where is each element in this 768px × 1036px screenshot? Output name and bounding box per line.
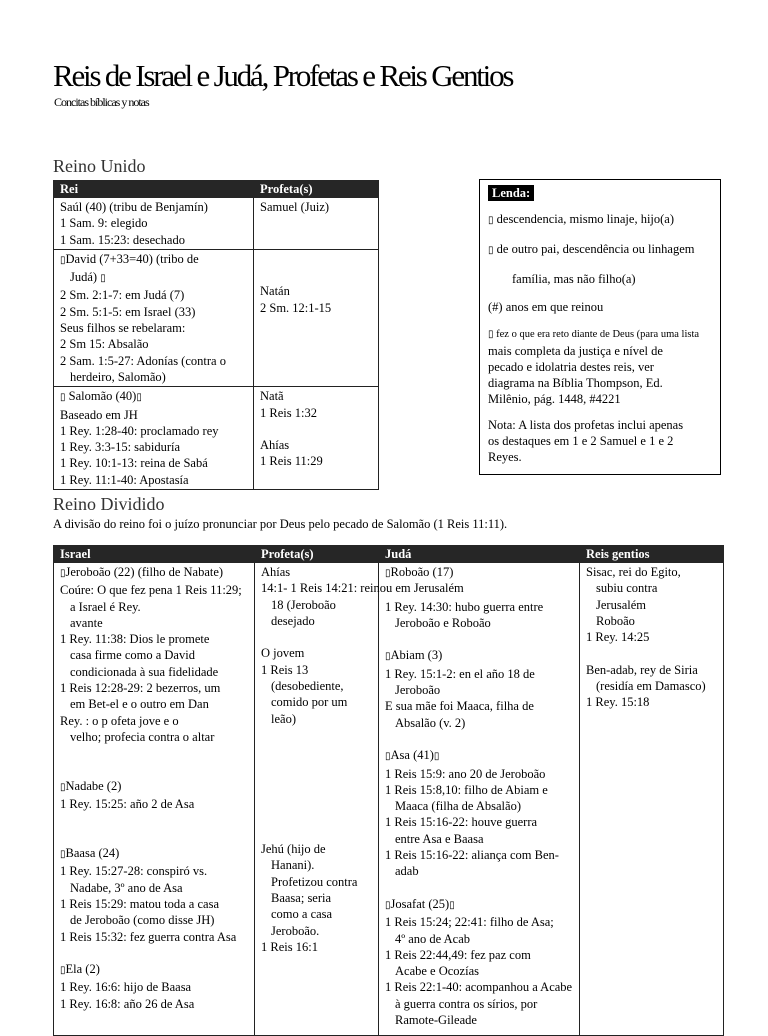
legend-note: os destaques em 1 e 2 Samuel e 1 e 2 — [488, 434, 674, 448]
cell-text: Jeroboão e Roboão — [395, 615, 491, 630]
cell-line — [60, 564, 248, 582]
cell-line: 1 Reis 11:29 — [260, 454, 323, 469]
cell-text: Ramote-Gileade — [395, 1013, 477, 1028]
cell-text: Ela (2) — [65, 962, 100, 977]
cell-text: 4º ano de Acab — [395, 931, 471, 946]
box-glyph-icon: ▯ — [449, 899, 455, 911]
gentios-cell — [580, 563, 724, 1036]
box-glyph-icon: ▯ — [60, 254, 66, 266]
cell-text: desejado — [271, 613, 315, 628]
cell-text: 1 Rey. 16:8: año 26 de Asa — [60, 996, 195, 1011]
rei-cell — [54, 249, 254, 386]
cell-line — [385, 698, 573, 714]
cell-text: Roboão (17) — [390, 565, 454, 579]
cell-line — [60, 664, 248, 680]
cell-line — [385, 615, 573, 631]
cell-text: 1 Reis 15:8,10: filho de Abiam e — [385, 782, 548, 797]
cell-text: em Bet-el e o outro em Dan — [70, 697, 209, 712]
israel-cell — [54, 563, 255, 1036]
cell-line — [586, 662, 717, 678]
cell-text: adab — [395, 864, 419, 879]
cell-line: 1 Sam. 15:23: desechado — [60, 232, 185, 247]
cell-line — [586, 597, 717, 613]
cell-text: E sua mãe foi Maaca, filha de — [385, 699, 534, 714]
cell-line — [60, 912, 248, 928]
cell-line — [385, 782, 573, 798]
cell-line: 1 Rey. 1:28-40: proclamado rey — [60, 423, 219, 438]
cell-text: Coúre: O que fez pena 1 Reis 11:29; — [60, 583, 242, 598]
cell-text: Salomão (40) — [68, 389, 137, 404]
cell-text: Asa (41) — [390, 748, 434, 763]
cell-line — [60, 269, 247, 287]
cell-line — [385, 747, 573, 765]
cell-line — [60, 631, 248, 647]
cell-line: 2 Sm 15: Absalão — [60, 337, 149, 352]
cell-line — [261, 580, 464, 596]
cell-line — [261, 906, 372, 922]
cell-text: Josafat (25) — [390, 896, 450, 911]
cell-text: Hanani). — [271, 858, 315, 873]
legend-item: Milênio, pág. 1448, #4221 — [488, 392, 621, 406]
box-glyph-icon: ▯ — [100, 273, 106, 285]
cell-text: 1 Reis 15:16-22: houve guerra — [385, 815, 538, 830]
cell-text: 1 Rey. 16:6: hijo de Baasa — [60, 980, 192, 995]
cell-line — [60, 388, 247, 406]
cell-text: Abiam (3) — [390, 648, 443, 663]
cell-text: Rey. : o p ofeta jove e o — [60, 713, 179, 728]
cell-line — [60, 796, 248, 812]
box-glyph-icon: ▯ — [385, 899, 391, 911]
cell-line — [60, 745, 248, 761]
box-glyph-icon: ▯ — [60, 849, 66, 861]
cell-line — [261, 564, 372, 580]
cell-line — [261, 711, 372, 727]
cell-text: de Jeroboão (como disse JH) — [70, 913, 215, 928]
cell-text: 1 Reis 13 — [261, 662, 309, 677]
cell-text: condicionada à sua fidelidade — [70, 664, 219, 679]
cell-text: Jehú (hijo de — [261, 842, 326, 857]
cell-line — [385, 731, 573, 747]
cell-line: 2 Sm. 12:1-15 — [260, 300, 332, 315]
cell-line — [261, 662, 372, 678]
column-header-reis-gentios: Reis gentios — [580, 546, 724, 563]
cell-text: Sisac, rei do Egito, — [586, 565, 681, 579]
cell-line — [60, 896, 248, 912]
cell-line — [261, 923, 372, 939]
cell-text: 1 Reis 15:32: fez guerra contra Asa — [60, 929, 237, 944]
cell-line: 2 Sam. 1:5-27: Adonías (contra o — [60, 353, 226, 368]
section-intro: A divisão do reino foi o juízo pronunciar por Deus pelo pecado de Salomão (1 Reis 11:11). — [53, 517, 508, 531]
legend-item — [488, 211, 712, 229]
cell-text: 1 Reis 15:24; 22:41: filho de Asa; — [385, 915, 554, 930]
cell-line — [586, 645, 717, 661]
rei-cell — [54, 198, 254, 250]
cell-text: Ahías — [261, 565, 291, 579]
cell-line — [260, 421, 372, 437]
cell-text: a Israel é Rey. — [70, 599, 141, 614]
cell-text: 1 Reis 22:1-40: acompanhou a Acabe — [385, 980, 573, 995]
legend-text: de outro pai, descendência ou linhagem — [496, 242, 695, 256]
cell-text: 18 (Jeroboão — [271, 597, 336, 612]
legend-item: (#) anos em que reinou — [488, 300, 604, 314]
profeta-cell — [254, 198, 379, 250]
cell-text: O jovem — [261, 646, 305, 661]
cell-line: Samuel (Juiz) — [260, 200, 330, 214]
table-row — [54, 387, 379, 490]
legend-text: descendencia, mismo linaje, hijo(a) — [496, 212, 675, 226]
table-row — [54, 249, 379, 386]
cell-text: casa firme como a David — [70, 648, 195, 663]
cell-text: 1 Rey. 11:38: Dios le promete — [60, 632, 210, 647]
cell-text: leão) — [271, 711, 296, 726]
cell-line — [261, 743, 372, 759]
cell-line — [385, 631, 573, 647]
legend-item — [488, 327, 712, 343]
cell-line — [261, 792, 372, 808]
cell-line — [60, 680, 248, 696]
cell-line — [261, 678, 372, 694]
page-subtitle: Concitas bíblicas y notas — [54, 95, 149, 109]
cell-line: 2 Sm. 2:1-7: em Judá (7) — [60, 288, 185, 303]
cell-line — [60, 713, 248, 729]
box-glyph-icon: ▯ — [433, 751, 440, 763]
cell-line: 1 Rey. 11:1-40: Apostasía — [60, 472, 189, 487]
cell-line — [586, 629, 717, 645]
cell-text: 1 Rey. 14:25 — [586, 630, 650, 645]
cell-line — [261, 939, 372, 955]
cell-line — [60, 996, 248, 1012]
cell-text: 1 Rey. 15:18 — [586, 695, 650, 710]
cell-line — [261, 825, 372, 841]
cell-line — [385, 947, 573, 963]
box-glyph-icon: ▯ — [488, 215, 494, 226]
cell-line: Baseado em JH — [60, 407, 138, 422]
cell-line — [385, 666, 573, 682]
cell-text: 1 Reis 15:9: ano 20 de Jeroboão — [385, 766, 546, 781]
cell-text: 1 Reis 15:16-22: aliança com Ben- — [385, 848, 559, 863]
cell-line — [385, 979, 573, 995]
cell-line — [385, 715, 573, 731]
column-header-rei: Rei — [54, 181, 254, 198]
table-row — [54, 563, 724, 1036]
cell-line — [385, 1012, 573, 1028]
cell-line: 1 Sam. 9: elegido — [60, 216, 148, 231]
table-row — [54, 198, 379, 250]
cell-text: (desobediente, — [271, 679, 344, 694]
cell-line — [261, 629, 372, 645]
cell-line — [60, 696, 248, 712]
cell-text: Baasa (24) — [65, 846, 120, 861]
cell-line — [60, 961, 248, 979]
cell-line — [385, 914, 573, 930]
legend-box — [479, 179, 721, 475]
cell-text: Nadabe, 3º ano de Asa — [70, 880, 183, 895]
cell-line — [60, 599, 248, 615]
cell-line — [60, 929, 248, 945]
cell-line — [385, 599, 573, 615]
legend-item: família, mas não filho(a) — [512, 272, 636, 286]
box-glyph-icon: ▯ — [60, 568, 66, 579]
cell-text: à guerra contra os sírios, por — [395, 996, 538, 1011]
section-heading-reino-dividido: Reino Dividido — [53, 494, 165, 514]
cell-line — [261, 760, 372, 776]
cell-line — [385, 831, 573, 847]
cell-text: Absalão (v. 2) — [395, 715, 466, 730]
legend-note: Reyes. — [488, 450, 522, 464]
cell-line — [385, 931, 573, 947]
profeta-cell — [254, 387, 379, 490]
box-glyph-icon: ▯ — [136, 392, 142, 404]
cell-line: Ahías — [260, 438, 290, 453]
box-glyph-icon: ▯ — [385, 751, 391, 763]
reino-dividido-table — [53, 545, 724, 1036]
cell-line — [385, 847, 573, 863]
cell-line — [261, 857, 372, 873]
box-glyph-icon: ▯ — [60, 781, 66, 793]
legend-item: pecado e idolatria destes reis, ver — [488, 360, 654, 374]
cell-line — [60, 979, 248, 995]
cell-line — [261, 727, 372, 743]
box-glyph-icon: ▯ — [488, 329, 494, 340]
cell-line — [586, 564, 717, 580]
cell-text: 1 Reis 22:44,49: fez paz com — [385, 947, 531, 962]
box-glyph-icon: ▯ — [385, 568, 391, 579]
column-header-profetas: Profeta(s) — [254, 181, 379, 198]
cell-line — [261, 808, 372, 824]
cell-line — [385, 863, 573, 879]
cell-line — [60, 778, 248, 796]
cell-line: Saúl (40) (tribu de Benjamín) — [60, 200, 208, 214]
cell-text: subiu contra — [596, 581, 658, 596]
cell-line — [60, 729, 248, 745]
cell-line — [385, 766, 573, 782]
cell-text: 1 Rey. 15:27-28: conspiró vs. — [60, 864, 208, 879]
cell-text: Maaca (filha de Absalão) — [395, 799, 521, 814]
cell-line — [261, 841, 372, 857]
cell-text: Ben-adab, rey de Siria — [586, 662, 698, 677]
cell-text: Judá) — [70, 270, 98, 285]
cell-line — [60, 863, 248, 879]
legend-item — [488, 241, 712, 259]
cell-line — [261, 890, 372, 906]
cell-line — [586, 613, 717, 629]
cell-line: 1 Rey. 3:3-15: sabiduría — [60, 440, 181, 455]
cell-line — [60, 945, 248, 961]
cell-line — [586, 678, 717, 694]
cell-line: 1 Reis 1:32 — [260, 405, 317, 420]
cell-text: Jeroboão — [395, 683, 441, 698]
column-header-profetas: Profeta(s) — [255, 546, 379, 563]
legend-text: fez o que era reto diante de Deus (para uma lista — [496, 329, 700, 340]
cell-line — [60, 829, 248, 845]
cell-line — [385, 996, 573, 1012]
spacer — [260, 251, 372, 267]
cell-line — [60, 762, 248, 778]
spacer — [260, 267, 372, 283]
cell-line — [60, 251, 247, 269]
cell-line — [385, 798, 573, 814]
cell-line: 1 Rey. 10:1-13: reina de Sabá — [60, 456, 208, 471]
cell-line — [60, 615, 248, 631]
cell-text: entre Asa e Baasa — [395, 831, 484, 846]
cell-line — [60, 582, 248, 598]
cell-text: Profetizou contra — [271, 874, 358, 889]
cell-line: Seus filhos se rebelaram: — [60, 321, 186, 336]
cell-text: 1 Rey. 15:1-2: en el año 18 de — [385, 666, 535, 681]
cell-line — [261, 776, 372, 792]
cell-line — [60, 812, 248, 828]
cell-line — [385, 682, 573, 698]
legend-item: mais completa da justiça e nível de — [488, 344, 663, 358]
cell-text: como a casa — [271, 907, 333, 922]
box-glyph-icon: ▯ — [488, 245, 494, 256]
box-glyph-icon: ▯ — [385, 651, 391, 663]
cell-line: 2 Sm. 5:1-5: em Israel (33) — [60, 304, 196, 319]
cell-text: 1 Rey. 15:25: año 2 de Asa — [60, 797, 195, 812]
cell-line — [60, 845, 248, 863]
legend-title: Lenda: — [488, 185, 534, 201]
cell-text: Jerusalém — [596, 597, 646, 612]
cell-line — [385, 814, 573, 830]
cell-line — [385, 963, 573, 979]
cell-text: 1 Reis 12:28-29: 2 bezerros, um — [60, 681, 221, 696]
cell-text: 1 Reis 16:1 — [261, 939, 318, 954]
cell-line — [60, 647, 248, 663]
cell-text: Acabe e Ocozías — [395, 964, 479, 979]
cell-line — [261, 597, 372, 613]
cell-text: comido por um — [271, 695, 348, 710]
cell-text: avante — [70, 615, 103, 630]
cell-line: herdeiro, Salomão) — [70, 369, 166, 384]
cell-text: 14:1- 1 Reis 14:21: reinou em Jerusalém — [261, 581, 464, 596]
cell-line — [385, 564, 573, 582]
cell-line — [586, 694, 717, 710]
cell-line — [385, 880, 573, 896]
section-heading-reino-unido: Reino Unido — [53, 156, 146, 176]
cell-line — [261, 874, 372, 890]
legend-item: diagrama na Bíblia Thompson, Ed. — [488, 376, 663, 390]
page-title: Reis de Israel e Judá, Profetas e Reis Gentios — [53, 58, 513, 93]
profeta-cell — [254, 249, 379, 386]
cell-text: David (7+33=40) (tribo de — [65, 251, 199, 266]
reino-unido-table — [53, 180, 379, 490]
cell-text: velho; profecia contra o altar — [70, 729, 215, 744]
cell-line — [60, 880, 248, 896]
column-header-juda: Judá — [379, 546, 580, 563]
cell-line — [586, 580, 717, 596]
cell-line — [385, 896, 573, 914]
cell-text: 1 Reis 15:29: matou toda a casa — [60, 896, 219, 911]
juda-cell — [379, 563, 580, 1036]
cell-line: Natã — [260, 389, 284, 404]
cell-text: Jeroboão. — [271, 923, 320, 938]
cell-text: Jeroboão (22) (filho de Nabate) — [65, 565, 224, 579]
cell-text: 1 Rey. 14:30: hubo guerra entre — [385, 599, 544, 614]
rei-cell — [54, 387, 254, 490]
legend-note: Nota: A lista dos profetas inclui apenas — [488, 418, 684, 432]
cell-line — [261, 645, 372, 661]
cell-line — [261, 694, 372, 710]
cell-line — [261, 613, 372, 629]
cell-text: (residía em Damasco) — [596, 679, 706, 694]
box-glyph-icon: ▯ — [60, 965, 66, 977]
box-glyph-icon: ▯ — [60, 392, 66, 404]
cell-line: Natán — [260, 284, 290, 299]
column-header-israel: Israel — [54, 546, 255, 563]
cell-text: Roboão — [596, 613, 635, 628]
cell-text: Baasa; seria — [271, 890, 332, 905]
cell-line — [385, 647, 573, 665]
cell-text: Nadabe (2) — [65, 778, 122, 793]
